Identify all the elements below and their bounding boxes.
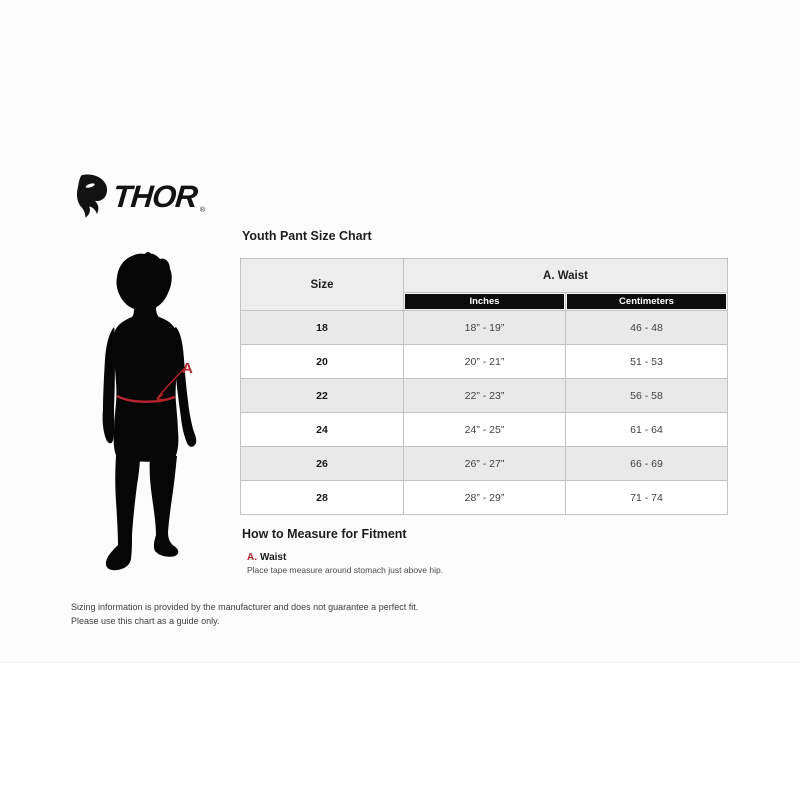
table-row xyxy=(241,379,728,413)
inches-cell: 22” - 23” xyxy=(404,379,566,413)
cm-cell: 61 - 64 xyxy=(566,413,728,447)
measure-item-description: Place tape measure around stomach just above hip. xyxy=(247,565,444,575)
size-cell: 26 xyxy=(241,447,404,481)
cm-cell: 51 - 53 xyxy=(566,345,728,379)
table-row xyxy=(241,447,728,481)
measure-item-letter: A. xyxy=(247,552,257,563)
inches-unit-bar: Inches xyxy=(405,294,564,309)
centimeters-unit-header xyxy=(566,293,728,311)
size-cell: 18 xyxy=(241,311,404,345)
size-chart-title: Youth Pant Size Chart xyxy=(242,229,372,243)
thor-wordmark: THOR xyxy=(111,178,199,214)
measure-heading: How to Measure for Fitment xyxy=(242,527,407,541)
table-header-row xyxy=(241,259,728,293)
size-cell: 20 xyxy=(241,345,404,379)
centimeters-unit-bar: Centimeters xyxy=(567,294,726,309)
thor-goat-icon xyxy=(76,173,110,219)
disclaimer-line-2: Please use this chart as a guide only. xyxy=(71,616,220,627)
table-row xyxy=(241,345,728,379)
size-cell: 28 xyxy=(241,481,404,515)
cm-cell: 66 - 69 xyxy=(566,447,728,481)
measure-item-name: Waist xyxy=(260,552,287,563)
measurement-figure xyxy=(98,250,208,582)
size-table xyxy=(240,258,728,515)
waist-annotation-label: A xyxy=(182,360,193,377)
inches-cell: 24” - 25” xyxy=(404,413,566,447)
inches-cell: 26” - 27” xyxy=(404,447,566,481)
waist-group-header: A. Waist xyxy=(404,259,728,293)
size-column-header: Size xyxy=(241,259,404,311)
measure-item-title xyxy=(247,552,443,563)
table-row xyxy=(241,413,728,447)
inches-cell: 28” - 29” xyxy=(404,481,566,515)
disclaimer-line-1: Sizing information is provided by the manufacturer and does not guarantee a perfect fit. xyxy=(71,602,419,612)
child-silhouette xyxy=(103,252,197,570)
registered-trademark-symbol: ® xyxy=(199,207,205,214)
inches-unit-header xyxy=(404,293,566,311)
disclaimer xyxy=(71,600,418,629)
inches-cell: 20” - 21” xyxy=(404,345,566,379)
measure-item-waist xyxy=(247,552,443,575)
table-row xyxy=(241,311,728,345)
cm-cell: 46 - 48 xyxy=(566,311,728,345)
size-cell: 22 xyxy=(241,379,404,413)
inches-cell: 18” - 19” xyxy=(404,311,566,345)
table-row xyxy=(241,481,728,515)
cm-cell: 56 - 58 xyxy=(566,379,728,413)
thor-logo xyxy=(76,172,205,220)
cm-cell: 71 - 74 xyxy=(566,481,728,515)
size-cell: 24 xyxy=(241,413,404,447)
